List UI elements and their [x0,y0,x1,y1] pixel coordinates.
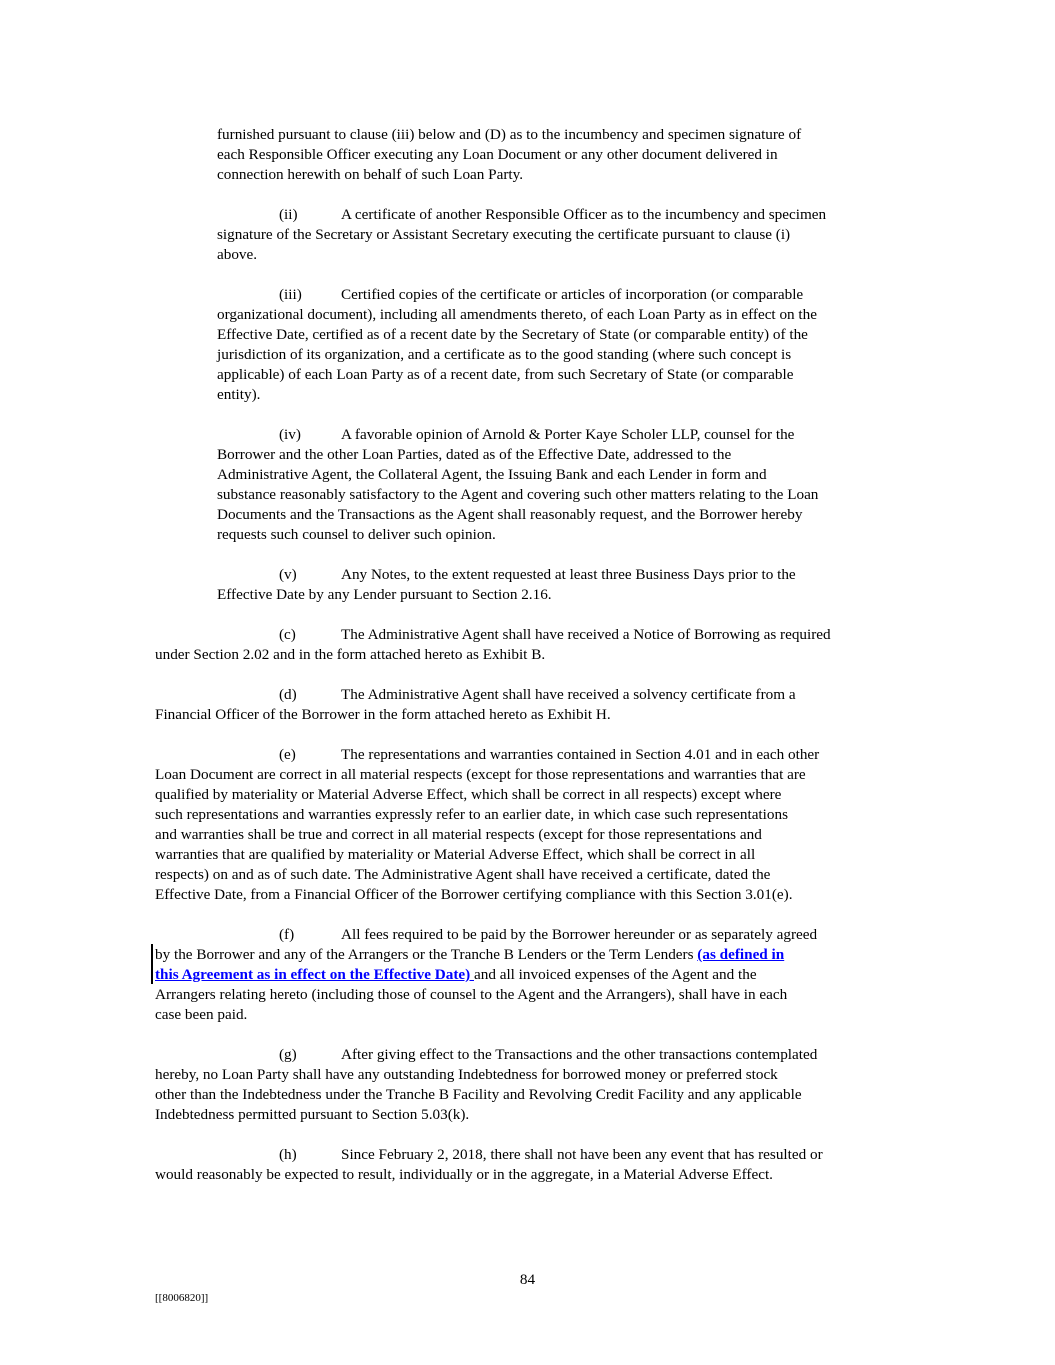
paragraph-first-line [155,745,819,765]
text-line: Loan Document are correct in all material respects (except for those representations and warranties that are [155,766,806,783]
paragraph-c [155,625,831,665]
paragraph-label: (f) [279,926,295,943]
text-line: would reasonably be expected to result, individually or in the aggregate, in a Material Adverse Effect. [155,1166,773,1183]
paragraph-label: (d) [279,686,297,703]
paragraph-first-line [217,565,796,585]
paragraph-label: (e) [279,746,296,763]
text-line: A certificate of another Responsible Officer as to the incumbency and specimen [341,206,827,223]
text-line: requests such counsel to deliver such opinion. [217,526,496,543]
inserted-text: this Agreement as in effect on the Effective Date) [155,966,474,983]
text-line: applicable) of each Loan Party as of a recent date, from such Secretary of State (or comparable [217,366,794,383]
text-line: under Section 2.02 and in the form attached hereto as Exhibit B. [155,646,546,663]
text-line: above. [217,246,258,263]
paragraph-first-line [155,685,796,705]
paragraph-label: (c) [279,626,296,643]
paragraph-first-line [155,1045,817,1065]
revision-change-bar [151,944,153,984]
text-line: respects) on and as of such date. The Administrative Agent shall have received a certificate, dated the [155,866,771,883]
text-line: The representations and warranties contained in Section 4.01 and in each other [341,746,820,763]
text-line: Financial Officer of the Borrower in the form attached hereto as Exhibit H. [155,706,611,723]
text-line: The Administrative Agent shall have received a Notice of Borrowing as required [341,626,831,643]
text-line: organizational document), including all amendments thereto, of each Loan Party as in effect on the [217,306,817,323]
text-segment: by the Borrower and any of the Arrangers or the Tranche B Lenders or the Term Lenders [155,946,698,963]
paragraph-label: (ii) [279,206,298,223]
paragraph-label: (h) [279,1146,297,1163]
paragraph-first-line [217,425,818,445]
paragraph-first-line [217,205,826,225]
paragraph-v [217,565,796,605]
text-line: qualified by materiality or Material Adverse Effect, which shall be correct in all respects) except where [155,786,782,803]
text-line: and warranties shall be true and correct in all material respects (except for those representations and [155,826,762,843]
paragraph-h [155,1145,823,1185]
text-line: Indebtedness permitted pursuant to Section 5.03(k). [155,1106,470,1123]
paragraph-label: (iii) [279,286,302,303]
text-line: Documents and the Transactions as the Agent shall reasonably request, and the Borrower hereby [217,506,803,523]
text-line: other than the Indebtedness under the Tranche B Facility and Revolving Credit Facility and any applicable [155,1086,802,1103]
page-number: 84 [519,1271,536,1288]
paragraph-label: (v) [279,566,297,583]
text-line: Effective Date by any Lender pursuant to Section 2.16. [217,586,552,603]
paragraph-d [155,685,796,725]
text-line: Any Notes, to the extent requested at least three Business Days prior to the [341,566,796,583]
text-line: All fees required to be paid by the Borrower hereunder or as separately agreed [341,926,818,943]
text-line: case been paid. [155,1006,248,1023]
paragraph-first-line [217,285,817,305]
text-line: warranties that are qualified by materiality or Material Adverse Effect, which shall be correct in all [155,846,756,863]
text-line: Since February 2, 2018, there shall not have been any event that has resulted or [341,1146,823,1163]
text-line: each Responsible Officer executing any Loan Document or any other document delivered in [217,146,778,163]
paragraph-iv [217,425,818,545]
text-line: hereby, no Loan Party shall have any outstanding Indebtedness for borrowed money or preferred stock [155,1066,778,1083]
text-segment: and all invoiced expenses of the Agent and the [473,966,757,983]
paragraph-first-line [155,925,817,945]
text-line [155,965,817,985]
document-id: [[8006820]] [155,1292,209,1304]
text-line: Effective Date, certified as of a recent date by the Secretary of State (or comparable entity) of the [217,326,808,343]
text-line: Certified copies of the certificate or articles of incorporation (or comparable [341,286,804,303]
paragraph-first-line [155,625,831,645]
text-line: furnished pursuant to clause (iii) below and (D) as to the incumbency and specimen signature of [217,126,802,143]
paragraph-g [155,1045,817,1125]
paragraph-label: (iv) [279,426,301,443]
paragraph-iii [217,285,817,405]
paragraph-first-line [155,1145,823,1165]
text-line: substance reasonably satisfactory to the Agent and covering such other matters relating to the Loan [217,486,819,503]
text-line: After giving effect to the Transactions and the other transactions contemplated [341,1046,818,1063]
text-line: jurisdiction of its organization, and a certificate as to the good standing (where such concept is [217,346,792,363]
text-line: entity). [217,386,261,403]
paragraph-intro-continuation [217,125,801,185]
text-line: The Administrative Agent shall have received a solvency certificate from a [341,686,796,703]
text-line: Arrangers relating hereto (including those of counsel to the Agent and the Arrangers), shall have in each [155,986,788,1003]
paragraph-ii [217,205,826,265]
text-line: such representations and warranties expressly refer to an earlier date, in which case such representations [155,806,788,823]
text-line [155,945,817,965]
text-line: Administrative Agent, the Collateral Agent, the Issuing Bank and each Lender in form and [217,466,767,483]
text-line: Borrower and the other Loan Parties, dated as of the Effective Date, addressed to the [217,446,732,463]
paragraph-f [155,925,817,1025]
text-line: signature of the Secretary or Assistant Secretary executing the certificate pursuant to clause (i) [217,226,791,243]
text-line: connection herewith on behalf of such Loan Party. [217,166,524,183]
paragraph-label: (g) [279,1046,297,1063]
inserted-text: (as defined in [697,946,785,963]
text-line: A favorable opinion of Arnold & Porter Kaye Scholer LLP, counsel for the [341,426,795,443]
paragraph-e [155,745,819,905]
text-line: Effective Date, from a Financial Officer of the Borrower certifying compliance with this Section 3.01(e). [155,886,793,903]
